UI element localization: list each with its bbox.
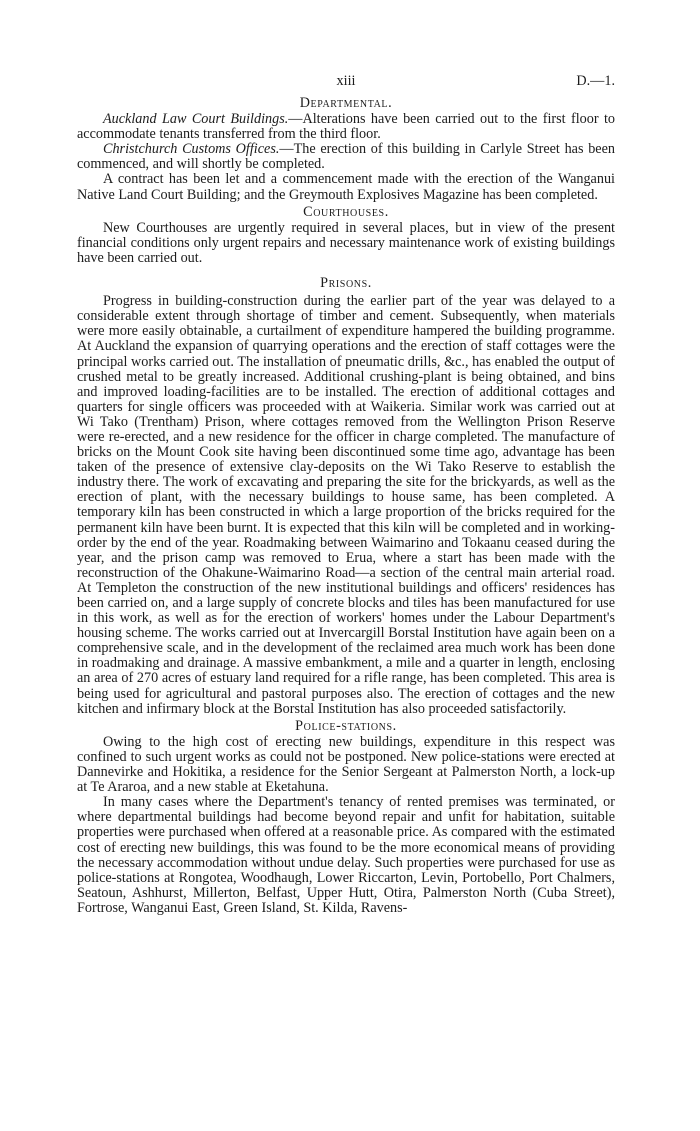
page-header (77, 74, 615, 94)
paragraph-police-purchases: In many cases where the Department's tenancy of rented premises was terminated, or where departmental buildings had become beyond repair and unfit for habitation, suitable properties were purchased when offered at a reasonable price. As compared with the estimated cost of erecting new buildings, this was found to be the more economical means of providing the necessary accommodation without undue delay. Such properties were purchased for use as police-stations at Rongotea, Woodhaugh, Lower Riccarton, Levin, Portobello, Port Chalmers, Seatoun, Ashhurst, Millerton, Belfast, Upper Hutt, Otira, Palmerston North (Cuba Street), Fortrose, Wanganui East, Green Island, St. Kilda, Ravens- (77, 794, 615, 916)
section-heading-prisons: Prisons. (320, 275, 372, 292)
paragraph-christchurch-customs (77, 142, 615, 172)
paragraph-lead-italic: Christchurch Customs Offices. (103, 141, 280, 158)
paragraph-courthouses: New Courthouses are urgently required in several places, but in view of the present financial conditions only urgent repairs and necessary maintenance work of existing buildings have been carried out. (77, 219, 615, 266)
document-page (77, 74, 615, 916)
paragraph-wanganui-contract: A contract has been let and a commencement made with the erection of the Wanganui Native Land Court Building; and the Greymouth Explosives Magazine has been completed. (77, 171, 615, 203)
paragraph-lead-italic: Auckland Law Court Buildings. (103, 111, 289, 128)
paragraph-body: —Alterations have been carried out to the first floor to accommodate tenants transferred from the third floor. (77, 111, 615, 143)
paragraph-prisons: Progress in building-construction during the earlier part of the year was delayed to a considerable extent through shortage of timber and cement. Subsequently, when materials were more easily obtainable, a curtailment of expenditure hampered the building programme. At Auckland the expansion of quarrying operations and the erection of staff cottages were the principal works carried out. The installation of pneumatic drills, &c., has enabled the output of crushed metal to be greatly increased. Additional crushing-plant is being obtained, and bins and improved loading-facilities are to be installed. The erection of additional cottages and quarters for single officers was proceeded with at Waikeria. Similar work was carried out at Wi Tako (Trentham) Prison, where cottages removed from the Wellington Prison Reserve were re-erected, and a new residence for the officer in charge completed. The manufacture of bricks on the Mount Cook site having been discontinued some time ago, advantage has been taken of the presence of extensive clay-deposits on the Wi Tako Reserve to establish the industry there. The work of excavating and preparing the site for the brickyards, as well as the erection of plant, with the necessary buildings to house same, has been completed. A temporary kiln has been constructed in which a large proportion of the bricks required for the permanent kiln have been burnt. It is expected that this kiln will be completed and in working-order by the end of the year. Roadmaking between Waimarino and Tokaanu ceased during the year, and the prison camp was removed to Erua, where a start has been made with the reconstruction of the Ohakune-Waimarino Road—a section of the central main arterial road. At Templeton the construction of the new institutional buildings and officers' residences has been carried on, and a large supply of concrete blocks and tiles has been manufactured for use in this work, as well as for the erection of workers' homes under the Labour Department's housing scheme. The works carried out at Invercargill Borstal Institution have again been on a comprehensive scale, and in the development of the reclaimed area much work has been done in roadmaking and drainage. A massive embankment, a mile and a quarter in length, enclosing an area of 270 acres of estuary land required for a rifle range, has been completed. This area is being used for agricultural and pastoral purposes also. The erection of cottages and the new kitchen and infirmary block at the Borstal Institution has also proceeded satisfactorily. (77, 293, 615, 717)
section-heading-departmental: Departmental. (299, 95, 393, 111)
paragraph-police-costs: Owing to the high cost of erecting new buildings, expenditure in this respect was confined to such urgent works as could not be postponed. New police-stations were erected at Dannevirke and Hokitika, a residence for the Senior Sergeant at Palmerston North, a lock-up at Te Araroa, and a new stable at Eketahuna. (77, 733, 615, 796)
section-heading-courthouses: Courthouses. (303, 203, 389, 220)
paragraph-body: —The erection of this building in Carlyle Street has been commenced, and will shortly be completed. (77, 141, 615, 173)
page-number: xiii (336, 73, 356, 89)
section-heading-police-stations: Police-stations. (295, 717, 397, 734)
document-reference: D.—1. (576, 73, 615, 89)
paragraph-auckland-law-court (77, 112, 615, 142)
